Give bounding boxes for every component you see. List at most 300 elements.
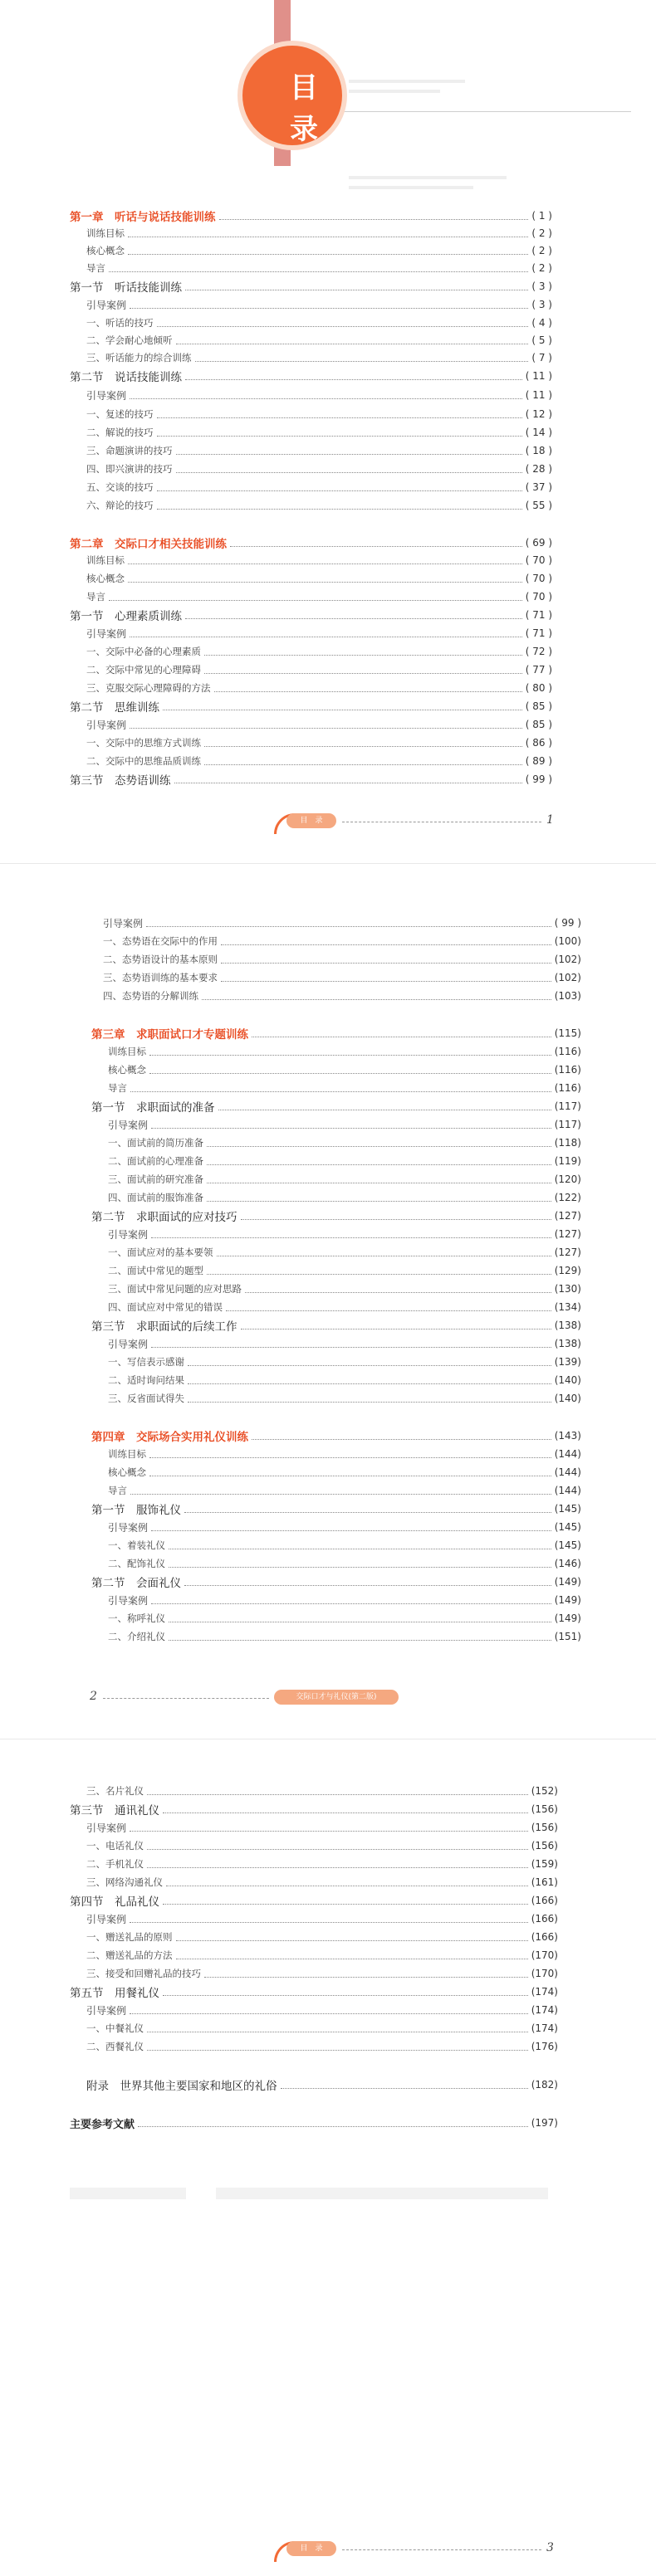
toc-entry xyxy=(108,1043,581,1060)
toc-dot-leader xyxy=(214,691,522,692)
toc-dot-leader xyxy=(204,764,522,765)
toc-entry-page: (117) xyxy=(554,1100,581,1112)
toc-entry xyxy=(86,552,552,568)
toc-entry xyxy=(86,1947,558,1964)
toc-entry-label: 二、交际中的思维品质训练 xyxy=(86,755,201,767)
toc-dot-leader xyxy=(184,1512,551,1513)
page-divider xyxy=(0,863,656,864)
toc-entry xyxy=(86,424,552,441)
toc-entry-label: 三、名片礼仪 xyxy=(86,1785,144,1797)
toc-entry-label: 第二章 交际口才相关技能训练 xyxy=(70,538,227,551)
toc-entry-label: 第一节 心理素质训练 xyxy=(70,610,182,623)
toc-entry xyxy=(108,1262,581,1279)
toc-entry-label: 核心概念 xyxy=(108,1466,146,1478)
toc-dot-leader xyxy=(138,2126,528,2127)
toc-entry xyxy=(91,1427,581,1444)
toc-entry-page: ( 69 ) xyxy=(525,537,552,549)
toc-entry-page: ( 5 ) xyxy=(531,334,552,346)
toc-entry-page: (119) xyxy=(554,1155,581,1167)
toc-entry xyxy=(108,1628,581,1645)
toc-dot-leader xyxy=(207,1164,551,1165)
faint-text xyxy=(349,90,440,93)
toc-dot-leader xyxy=(207,1274,551,1275)
toc-entry xyxy=(108,1080,581,1096)
toc-entry-page: (127) xyxy=(554,1228,581,1240)
toc-entry xyxy=(86,1856,558,1872)
toc-entry-page: (156) xyxy=(531,1803,558,1815)
watermark-block xyxy=(216,2188,548,2199)
toc-entry xyxy=(103,933,581,949)
toc-entry xyxy=(86,406,552,422)
toc-dot-leader xyxy=(207,1146,551,1147)
toc-dot-leader xyxy=(241,1219,551,1220)
toc-entry-label: 三、接受和回赠礼品的技巧 xyxy=(86,1968,201,1979)
toc-entry xyxy=(103,969,581,986)
toc-entry-label: 三、听话能力的综合训练 xyxy=(86,352,192,363)
toc-dot-leader xyxy=(151,1603,551,1604)
toc-entry-page: ( 14 ) xyxy=(525,427,552,438)
toc-entry-label: 引导案例 xyxy=(86,389,127,402)
toc-entry xyxy=(86,332,552,349)
toc-entry-page: ( 86 ) xyxy=(525,737,552,749)
footer-badge: 目 录 xyxy=(286,2541,336,2556)
toc-entry-label: 二、赠送礼品的方法 xyxy=(86,1949,173,1961)
toc-entry xyxy=(86,2002,558,2018)
toc-dot-leader xyxy=(130,1922,528,1923)
toc-dot-leader xyxy=(245,1292,551,1293)
toc-entry xyxy=(70,607,552,623)
toc-entry xyxy=(86,1819,558,1836)
toc-dot-leader xyxy=(221,944,551,945)
toc-entry-page: ( 12 ) xyxy=(525,408,552,420)
toc-dot-leader xyxy=(281,2088,528,2089)
toc-entry-page: (139) xyxy=(554,1356,581,1368)
toc-entry-label: 五、交谈的技巧 xyxy=(86,481,154,493)
toc-entry-label: 二、适时询问结果 xyxy=(108,1374,184,1386)
toc-entry-label: 一、面试应对的基本要领 xyxy=(108,1247,213,1258)
toc-entry-label: 训练目标 xyxy=(108,1046,146,1057)
toc-entry xyxy=(86,1929,558,1945)
toc-entry-label: 一、着装礼仪 xyxy=(108,1539,165,1551)
toc-entry-label: 第一节 听话技能训练 xyxy=(70,281,182,295)
toc-entry xyxy=(108,1171,581,1188)
footer-page-number: 2 xyxy=(90,1690,97,1703)
toc-entry-label: 主要参考文献 xyxy=(70,2118,135,2131)
toc-entry-page: (140) xyxy=(554,1374,581,1386)
toc-dot-leader xyxy=(176,1940,528,1941)
toc-dot-leader xyxy=(204,655,522,656)
toc-dot-leader xyxy=(226,1310,551,1311)
toc-entry-label: 第四章 交际场合实用礼仪训练 xyxy=(91,1431,248,1444)
toc-entry-label: 二、介绍礼仪 xyxy=(108,1631,165,1642)
toc-entry-page: (197) xyxy=(531,2117,558,2129)
toc-dot-leader xyxy=(157,326,529,327)
toc-entry xyxy=(70,278,552,295)
toc-entry xyxy=(70,1983,558,2000)
toc-entry-label: 导言 xyxy=(86,591,105,603)
toc-dot-leader xyxy=(163,1904,528,1905)
toc-entry-page: (156) xyxy=(531,1822,558,1833)
toc-dot-leader xyxy=(221,963,551,964)
faint-text xyxy=(349,80,465,83)
toc-dot-leader xyxy=(219,219,529,220)
toc-dot-leader xyxy=(157,490,522,491)
toc-entry-label: 三、命题演讲的技巧 xyxy=(86,445,173,456)
toc-entry-page: (161) xyxy=(531,1876,558,1888)
toc-dot-leader xyxy=(109,271,528,272)
toc-entry-label: 第一节 求职面试的准备 xyxy=(91,1101,215,1115)
toc-entry xyxy=(86,588,552,605)
toc-entry xyxy=(86,753,552,769)
toc-dot-leader xyxy=(128,582,522,583)
toc-entry-label: 附录 世界其他主要国家和地区的礼俗 xyxy=(86,2080,277,2093)
toc-entry xyxy=(86,349,552,366)
toc-entry-page: ( 77 ) xyxy=(525,664,552,676)
toc-entry xyxy=(108,1592,581,1608)
toc-entry-label: 导言 xyxy=(108,1082,127,1094)
toc-entry xyxy=(86,734,552,751)
toc-entry-page: ( 11 ) xyxy=(525,389,552,401)
toc-dot-leader xyxy=(130,1091,551,1092)
toc-entry-page: (166) xyxy=(531,1895,558,1906)
toc-entry-label: 二、西餐礼仪 xyxy=(86,2041,144,2052)
toc-entry-label: 第五节 用餐礼仪 xyxy=(70,1987,159,2000)
toc-entry-label: 引导案例 xyxy=(108,1228,149,1241)
toc-entry xyxy=(70,368,552,384)
toc-entry xyxy=(70,1892,558,1909)
footer-badge: 目 录 xyxy=(286,813,336,828)
toc-entry-page: ( 3 ) xyxy=(531,281,552,292)
toc-entry xyxy=(108,1372,581,1388)
toc-entry-page: ( 2 ) xyxy=(531,262,552,274)
toc-dot-leader xyxy=(207,1201,551,1202)
toc-entry-page: ( 71 ) xyxy=(525,609,552,621)
toc-entry-label: 二、学会耐心地倾听 xyxy=(86,334,173,346)
toc-entry-page: (127) xyxy=(554,1210,581,1222)
toc-dot-leader xyxy=(188,1402,551,1403)
footer-dashed-line xyxy=(103,1698,269,1699)
toc-entry xyxy=(91,1208,581,1224)
toc-entry-page: (138) xyxy=(554,1320,581,1331)
toc-dot-leader xyxy=(230,546,522,547)
toc-entry xyxy=(108,1226,581,1242)
toc-dot-leader xyxy=(130,1831,528,1832)
toc-entry-page: (152) xyxy=(531,1785,558,1797)
toc-entry-page: (144) xyxy=(554,1466,581,1478)
toc-entry-label: 第二节 会面礼仪 xyxy=(91,1577,181,1590)
toc-entry xyxy=(108,1061,581,1078)
toc-entry xyxy=(70,698,552,715)
toc-entry-label: 核心概念 xyxy=(86,245,125,256)
toc-entry xyxy=(108,1519,581,1535)
toc-entry xyxy=(86,479,552,495)
toc-entry-page: (149) xyxy=(554,1612,581,1624)
toc-entry-page: (174) xyxy=(531,2004,558,2016)
toc-dot-leader xyxy=(151,1530,551,1531)
toc-entry-page: (115) xyxy=(554,1027,581,1039)
toc-entry-page: ( 4 ) xyxy=(531,317,552,329)
toc-entry-label: 核心概念 xyxy=(108,1064,146,1076)
toc-entry xyxy=(70,2115,558,2131)
toc-entry-page: (143) xyxy=(554,1430,581,1442)
toc-entry xyxy=(86,260,552,276)
toc-dot-leader xyxy=(147,1849,528,1850)
toc-entry-label: 引导案例 xyxy=(103,917,144,929)
toc-entry-label: 三、态势语训练的基本要求 xyxy=(103,972,218,983)
toc-entry xyxy=(91,1317,581,1334)
toc-dot-leader xyxy=(176,472,522,473)
toc-entry-label: 一、赠送礼品的原则 xyxy=(86,1931,173,1943)
toc-entry-label: 四、面试应对中常见的错误 xyxy=(108,1301,223,1313)
toc-dot-leader xyxy=(169,1567,551,1568)
toc-entry-page: (176) xyxy=(531,2041,558,2052)
toc-dot-leader xyxy=(130,2013,528,2014)
toc-dot-leader xyxy=(188,1365,551,1366)
toc-entry-label: 三、面试前的研究准备 xyxy=(108,1173,203,1185)
toc-entry-page: ( 7 ) xyxy=(531,352,552,363)
toc-entry-page: (145) xyxy=(554,1521,581,1533)
toc-entry xyxy=(86,497,552,514)
toc-entry-label: 第三节 通讯礼仪 xyxy=(70,1804,159,1817)
toc-dot-leader xyxy=(184,1585,551,1586)
toc-entry-label: 三、反省面试得失 xyxy=(108,1393,184,1404)
toc-entry-page: (117) xyxy=(554,1119,581,1130)
toc-dot-leader xyxy=(188,1383,551,1384)
toc-entry-page: (138) xyxy=(554,1338,581,1349)
toc-entry xyxy=(86,442,552,459)
toc-entry-page: ( 55 ) xyxy=(525,500,552,511)
toc-entry-page: ( 99 ) xyxy=(525,773,552,785)
toc-entry xyxy=(86,315,552,331)
toc-dot-leader xyxy=(163,1995,528,1996)
toc-dot-leader xyxy=(147,1794,528,1795)
toc-entry-label: 第二节 思维训练 xyxy=(70,701,159,715)
toc-entry xyxy=(86,2038,558,2055)
toc-entry xyxy=(108,1446,581,1462)
toc-entry-label: 二、面试中常见的题型 xyxy=(108,1265,203,1276)
toc-entry xyxy=(86,1783,558,1799)
toc-entry xyxy=(70,534,552,551)
toc-entry-page: (102) xyxy=(554,972,581,983)
toc-entry xyxy=(108,1537,581,1554)
toc-entry-page: ( 3 ) xyxy=(531,299,552,310)
toc-entry xyxy=(108,1482,581,1499)
toc-entry-page: (118) xyxy=(554,1137,581,1149)
toc-entry xyxy=(86,242,552,259)
toc-entry xyxy=(86,716,552,733)
toc-entry-page: (130) xyxy=(554,1283,581,1295)
toc-entry xyxy=(86,680,552,696)
toc-entry-page: (166) xyxy=(531,1931,558,1943)
toc-entry-page: (166) xyxy=(531,1913,558,1925)
toc-entry-page: (145) xyxy=(554,1539,581,1551)
toc-entry-page: (145) xyxy=(554,1503,581,1515)
toc-entry xyxy=(91,1500,581,1517)
toc-entry-page: (134) xyxy=(554,1301,581,1313)
toc-entry-page: (182) xyxy=(531,2079,558,2091)
toc-entry-label: 第一章 听话与说话技能训练 xyxy=(70,211,216,224)
toc-entry-label: 二、态势语设计的基本原则 xyxy=(103,954,218,965)
toc-entry-label: 三、克服交际心理障碍的方法 xyxy=(86,682,211,694)
toc-entry-label: 一、电话礼仪 xyxy=(86,1840,144,1852)
toc-entry-label: 一、称呼礼仪 xyxy=(108,1612,165,1624)
footer-page-number: 1 xyxy=(546,813,554,827)
toc-entry-page: (149) xyxy=(554,1594,581,1606)
toc-entry xyxy=(86,1874,558,1891)
toc-entry-label: 六、辩论的技巧 xyxy=(86,500,154,511)
toc-entry-page: ( 1 ) xyxy=(531,210,552,222)
toc-dot-leader xyxy=(157,436,522,437)
toc-entry-page: (144) xyxy=(554,1448,581,1460)
toc-entry xyxy=(86,1837,558,1854)
toc-entry xyxy=(108,1153,581,1169)
toc-entry-label: 引导案例 xyxy=(108,1521,149,1534)
toc-entry-page: (100) xyxy=(554,935,581,947)
toc-entry-label: 第三章 求职面试口才专题训练 xyxy=(91,1028,248,1042)
toc-entry-label: 二、手机礼仪 xyxy=(86,1858,144,1870)
toc-dot-leader xyxy=(151,1237,551,1238)
toc-dot-leader xyxy=(130,398,522,399)
toc-entry-label: 一、复述的技巧 xyxy=(86,408,154,420)
toc-entry-page: ( 99 ) xyxy=(554,917,581,929)
toc-entry xyxy=(86,643,552,660)
toc-dot-leader xyxy=(146,926,551,927)
toc-dot-leader xyxy=(157,509,522,510)
faint-text xyxy=(349,176,507,179)
toc-dot-leader xyxy=(151,1128,551,1129)
toc-entry-label: 导言 xyxy=(108,1485,127,1496)
toc-entry xyxy=(86,461,552,477)
toc-entry-label: 四、态势语的分解训练 xyxy=(103,990,198,1002)
toc-entry-page: (144) xyxy=(554,1485,581,1496)
toc-dot-leader xyxy=(151,1347,551,1348)
toc-entry-page: ( 2 ) xyxy=(531,245,552,256)
toc-dot-leader xyxy=(195,361,529,362)
toc-dot-leader xyxy=(176,454,522,455)
toc-entry-page: ( 18 ) xyxy=(525,445,552,456)
toc-entry-label: 二、面试前的心理准备 xyxy=(108,1155,203,1167)
toc-entry xyxy=(86,296,552,313)
toc-dot-leader xyxy=(185,379,522,380)
toc-entry-page: ( 80 ) xyxy=(525,682,552,694)
toc-entry-label: 第四节 礼品礼仪 xyxy=(70,1895,159,1909)
toc-entry-page: (116) xyxy=(554,1082,581,1094)
page-title-char-2: 录 xyxy=(290,113,318,146)
toc-dot-leader xyxy=(109,600,522,601)
toc-entry xyxy=(86,1965,558,1982)
toc-entry-label: 第二节 说话技能训练 xyxy=(70,371,182,384)
toc-entry-page: ( 89 ) xyxy=(525,755,552,767)
toc-entry-page: ( 70 ) xyxy=(525,573,552,584)
toc-entry-page: (140) xyxy=(554,1393,581,1404)
toc-entry xyxy=(108,1281,581,1297)
toc-entry xyxy=(108,1116,581,1133)
toc-entry-page: ( 71 ) xyxy=(525,627,552,639)
toc-entry xyxy=(108,1464,581,1481)
toc-entry-label: 训练目标 xyxy=(86,227,125,239)
toc-dot-leader xyxy=(169,1640,551,1641)
toc-entry-label: 核心概念 xyxy=(86,573,125,584)
toc-dot-leader xyxy=(252,1439,551,1440)
toc-entry-label: 引导案例 xyxy=(86,2004,127,2017)
toc-dot-leader xyxy=(202,999,551,1000)
toc-entry-page: (129) xyxy=(554,1265,581,1276)
header-rule xyxy=(299,111,631,112)
toc-entry xyxy=(86,387,552,403)
toc-entry-page: (159) xyxy=(531,1858,558,1870)
toc-entry-label: 一、写信表示感谢 xyxy=(108,1356,184,1368)
toc-entry-page: (156) xyxy=(531,1840,558,1852)
toc-entry-page: (102) xyxy=(554,954,581,965)
toc-entry-label: 第三节 求职面试的后续工作 xyxy=(91,1320,237,1334)
faint-text xyxy=(349,186,473,189)
toc-entry xyxy=(86,1910,558,1927)
toc-entry-label: 第三节 态势语训练 xyxy=(70,774,171,788)
toc-entry-label: 引导案例 xyxy=(86,1822,127,1834)
toc-entry xyxy=(108,1244,581,1261)
toc-entry-page: (103) xyxy=(554,990,581,1002)
toc-entry xyxy=(108,1555,581,1572)
toc-entry-page: (116) xyxy=(554,1064,581,1076)
toc-entry xyxy=(86,625,552,642)
toc-dot-leader xyxy=(149,1457,551,1458)
toc-entry xyxy=(70,207,552,224)
toc-dot-leader xyxy=(130,728,522,729)
toc-entry xyxy=(86,661,552,678)
toc-entry xyxy=(108,1390,581,1407)
toc-dot-leader xyxy=(204,746,522,747)
toc-entry-page: (174) xyxy=(531,1986,558,1998)
toc-entry-label: 一、听话的技巧 xyxy=(86,317,154,329)
toc-entry xyxy=(103,951,581,968)
toc-dot-leader xyxy=(147,2050,528,2051)
toc-entry-page: ( 37 ) xyxy=(525,481,552,493)
toc-dot-leader xyxy=(130,1494,551,1495)
toc-entry xyxy=(86,570,552,587)
toc-entry xyxy=(86,225,552,242)
toc-dot-leader xyxy=(128,254,528,255)
toc-dot-leader xyxy=(163,1812,528,1813)
toc-entry-label: 一、交际中必备的心理素质 xyxy=(86,646,201,657)
toc-entry-label: 一、态势语在交际中的作用 xyxy=(103,935,218,947)
toc-entry-label: 四、即兴演讲的技巧 xyxy=(86,463,173,475)
toc-entry-page: (116) xyxy=(554,1046,581,1057)
toc-entry-label: 一、面试前的简历准备 xyxy=(108,1137,203,1149)
toc-entry xyxy=(108,1354,581,1370)
toc-entry xyxy=(86,2076,558,2093)
toc-entry-label: 三、网络沟通礼仪 xyxy=(86,1876,163,1888)
toc-dot-leader xyxy=(204,1977,528,1978)
toc-entry-label: 二、解说的技巧 xyxy=(86,427,154,438)
toc-entry-page: ( 11 ) xyxy=(525,370,552,382)
toc-entry-page: ( 70 ) xyxy=(525,591,552,603)
toc-entry-label: 引导案例 xyxy=(86,719,127,731)
toc-entry-page: (127) xyxy=(554,1247,581,1258)
toc-entry-page: ( 85 ) xyxy=(525,719,552,730)
toc-entry xyxy=(108,1189,581,1206)
toc-dot-leader xyxy=(149,1073,551,1074)
toc-dot-leader xyxy=(221,981,551,982)
toc-entry-label: 引导案例 xyxy=(108,1594,149,1607)
toc-dot-leader xyxy=(147,1867,528,1868)
toc-entry-page: ( 72 ) xyxy=(525,646,552,657)
toc-dot-leader xyxy=(130,308,528,309)
toc-entry xyxy=(108,1134,581,1151)
toc-entry xyxy=(103,988,581,1004)
toc-entry xyxy=(108,1335,581,1352)
toc-entry-page: (122) xyxy=(554,1192,581,1203)
toc-entry-label: 引导案例 xyxy=(86,1913,127,1925)
